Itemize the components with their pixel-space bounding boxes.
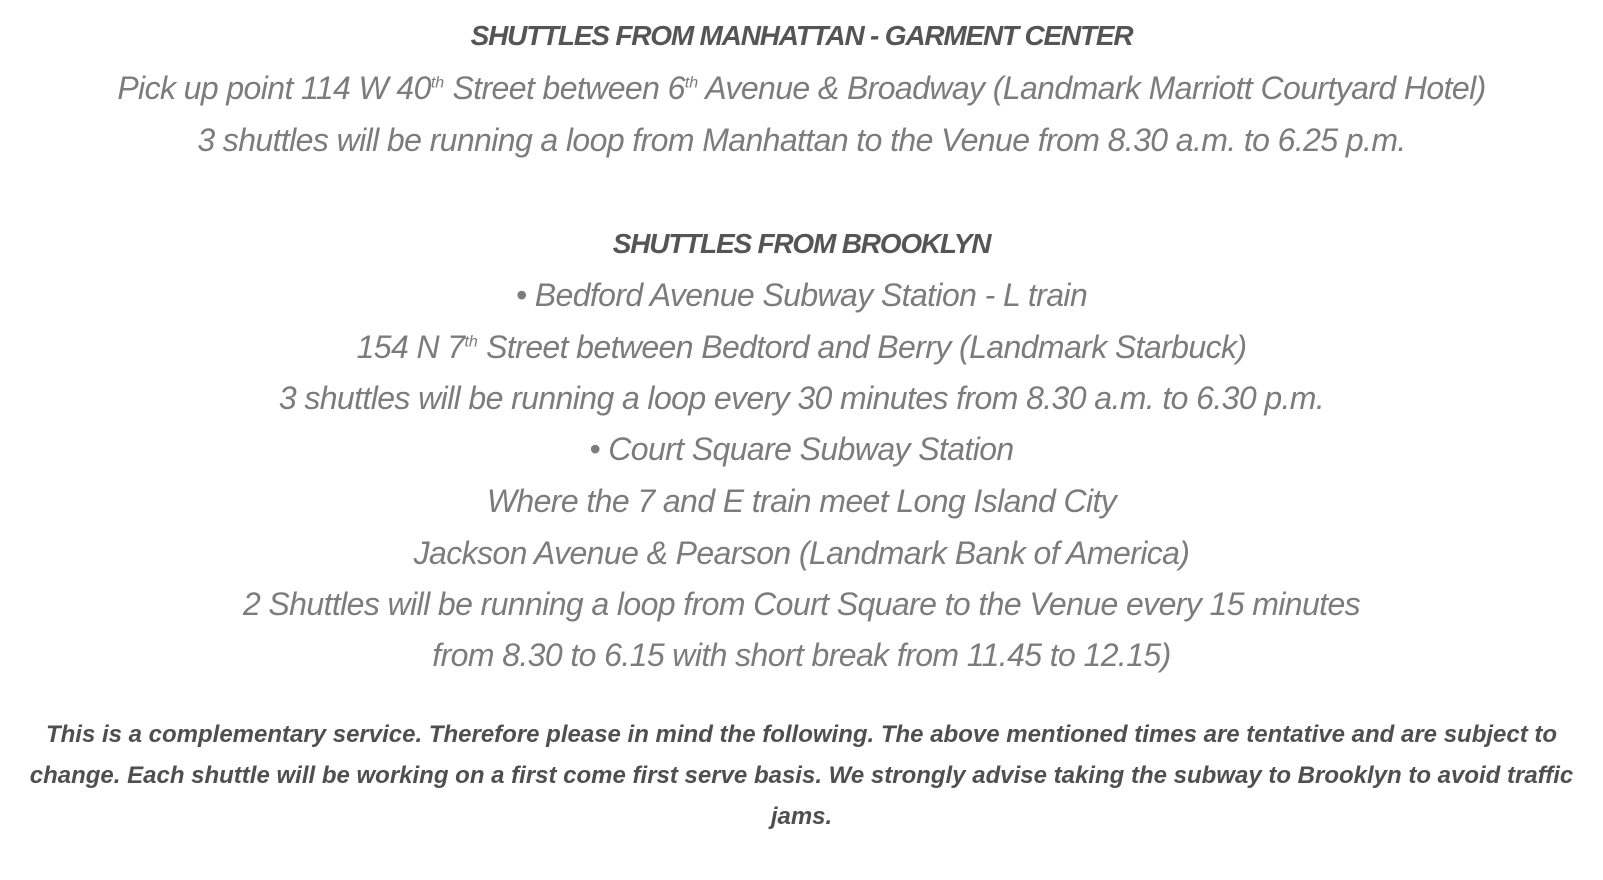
court-square-line-4: from 8.30 to 6.15 with short break from 11.45 to 12.15) bbox=[432, 637, 1171, 673]
bedford-address-b: Street between Bedtord and Berry (Landmark Starbuck) bbox=[477, 329, 1247, 365]
court-square-title: • Court Square Subway Station bbox=[589, 431, 1014, 467]
court-square-line-3: 2 Shuttles will be running a loop from Court Square to the Venue every 15 minutes bbox=[242, 586, 1361, 622]
bedford-station-title: • Bedford Avenue Subway Station - L train bbox=[515, 277, 1088, 313]
manhattan-schedule: 3 shuttles will be running a loop from Manhattan to the Venue from 8.30 a.m. to 6.25 p.m. bbox=[197, 122, 1406, 158]
disclaimer-note: This is a complementary service. Therefore please in mind the following. The above mentioned times are tentative and are subject to change. Each shuttle will be working on a first come first serve basis. We strongly advise taking the subway to Brooklyn to avoid traffic jams. bbox=[29, 721, 1574, 830]
court-square-line-2: Jackson Avenue & Pearson (Landmark Bank of America) bbox=[413, 535, 1190, 571]
court-square-line-1: Where the 7 and E train meet Long Island City bbox=[486, 483, 1117, 519]
pickup-ordinal-1: th bbox=[430, 74, 445, 92]
brooklyn-heading: SHUTTLES FROM BROOKLYN bbox=[612, 228, 991, 259]
bedford-address-a: 154 N 7 bbox=[356, 329, 465, 365]
pickup-text-b: Street between 6 bbox=[444, 70, 685, 106]
manhattan-pickup-line bbox=[0, 70, 1603, 107]
manhattan-heading: SHUTTLES FROM MANHATTAN - GARMENT CENTER bbox=[470, 20, 1133, 51]
pickup-ordinal-2: th bbox=[684, 74, 699, 92]
pickup-text-c: Avenue & Broadway (Landmark Marriott Courtyard Hotel) bbox=[698, 70, 1486, 106]
bedford-address bbox=[0, 329, 1603, 366]
pickup-text-a: Pick up point 114 W 40 bbox=[117, 70, 431, 106]
bedford-schedule: 3 shuttles will be running a loop every 30 minutes from 8.30 a.m. to 6.30 p.m. bbox=[278, 380, 1325, 416]
bedford-ordinal: th bbox=[464, 333, 478, 351]
